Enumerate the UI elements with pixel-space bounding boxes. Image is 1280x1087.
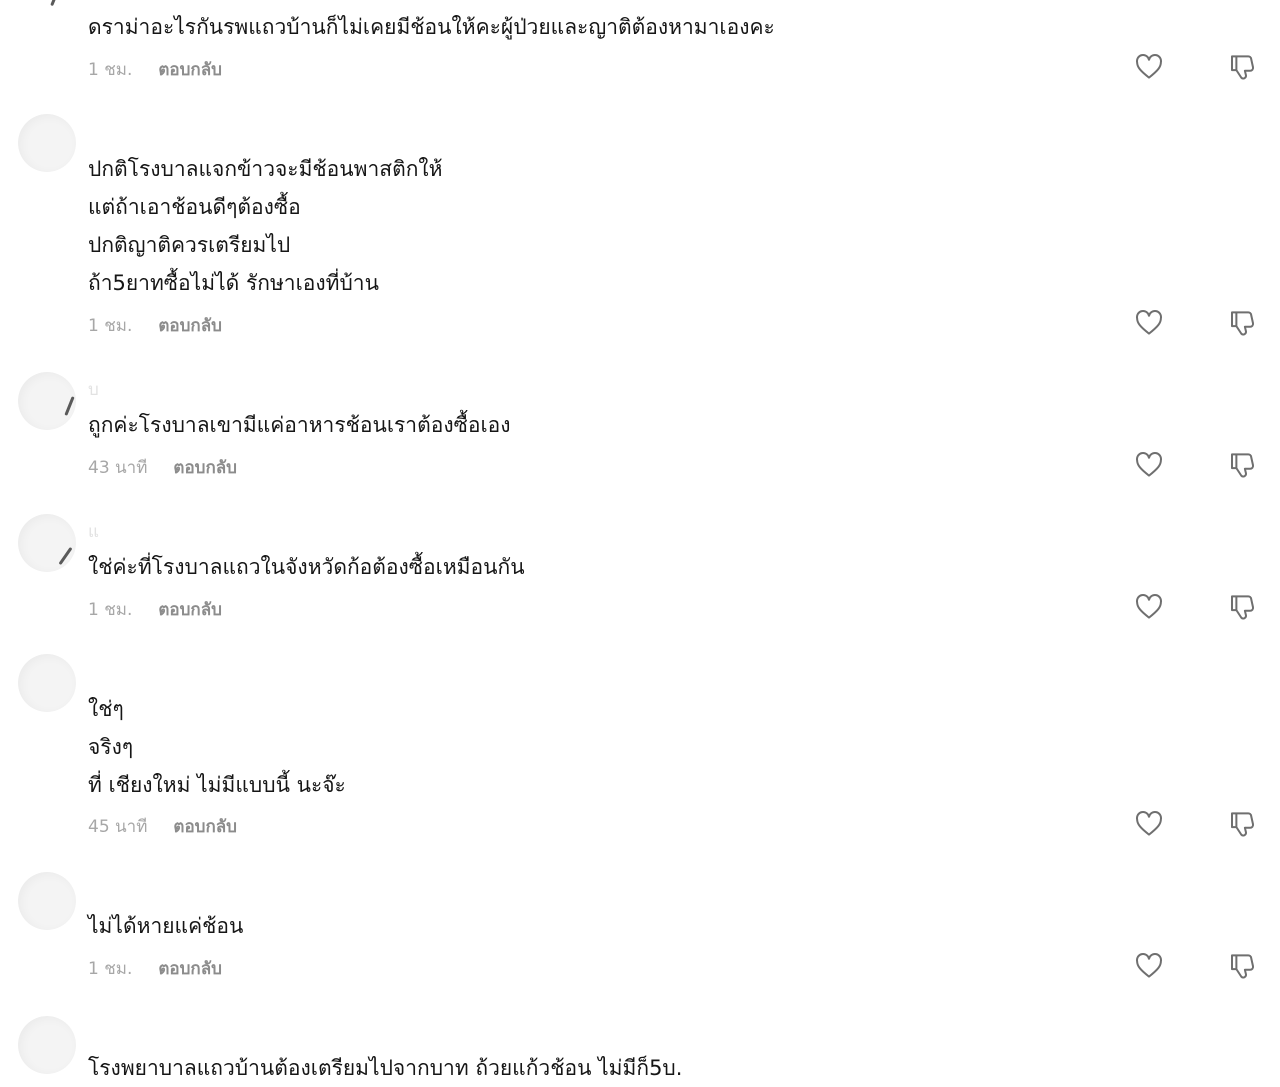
comment-meta: [88, 813, 237, 840]
heart-icon[interactable]: [1134, 450, 1164, 480]
comment-line: ถูกค่ะโรงบาลเขามีแค่อาหารช้อนเราต้องซื้อเอง: [88, 413, 511, 437]
avatar[interactable]: [18, 654, 76, 712]
thumbs-down-icon[interactable]: [1227, 450, 1257, 480]
heart-icon[interactable]: [1134, 52, 1164, 82]
avatar[interactable]: [18, 114, 76, 172]
comment-body: [88, 8, 775, 46]
comment-line: ไม่ได้หายแค่ช้อน: [88, 914, 244, 938]
comment-body: [88, 690, 346, 804]
heart-icon[interactable]: [1134, 308, 1164, 338]
reply-button[interactable]: ตอบกลับ: [158, 600, 222, 620]
comment-line: ที่ เชียงใหม่ ไม่มีแบบนี้ นะจ๊ะ: [88, 773, 346, 797]
comment-time: 1 ชม.: [88, 316, 133, 336]
avatar[interactable]: [18, 514, 76, 572]
thumbs-down-icon[interactable]: [1227, 52, 1257, 82]
comment-body: [88, 150, 443, 302]
comment-time: 1 ชม.: [88, 60, 133, 80]
comment-meta: [88, 454, 237, 481]
reply-button[interactable]: ตอบกลับ: [158, 316, 222, 336]
comment-username[interactable]: บ: [88, 380, 99, 400]
comment-line: ดราม่าอะไรกันรพแถวบ้านก็ไม่เคยมีช้อนให้คะผู้ป่วยและญาติต้องหามาเองคะ: [88, 15, 775, 39]
avatar[interactable]: [18, 372, 76, 430]
comment-time: 1 ชม.: [88, 600, 133, 620]
comment-meta: [88, 596, 222, 623]
comment-body: [88, 907, 243, 945]
comment-body: [88, 1049, 682, 1087]
comment-line: ปกติโรงบาลแจกข้าวจะมีช้อนพาสติกให้: [88, 157, 443, 181]
reply-button[interactable]: ตอบกลับ: [173, 458, 237, 478]
comment-meta: [88, 56, 222, 83]
comment-line: ปกติญาติควรเตรียมไป: [88, 233, 291, 257]
comment-time: 45 นาที: [88, 817, 148, 837]
comment-username[interactable]: แ: [88, 522, 99, 542]
heart-icon[interactable]: [1134, 809, 1164, 839]
heart-icon[interactable]: [1134, 592, 1164, 622]
thumbs-down-icon[interactable]: [1227, 809, 1257, 839]
comment-line: ใช่ค่ะที่โรงบาลแถวในจังหวัดก้อต้องซื้อเหมือนกัน: [88, 555, 525, 579]
reply-button[interactable]: ตอบกลับ: [173, 817, 237, 837]
comment-line: ถ้า5ยาทซื้อไม่ได้ รักษาเองที่บ้าน: [88, 271, 379, 295]
comment-meta: [88, 955, 222, 982]
thumbs-down-icon[interactable]: [1227, 592, 1257, 622]
avatar-fragment: [50, 0, 57, 6]
comment-body: [88, 548, 525, 586]
reply-button[interactable]: ตอบกลับ: [158, 60, 222, 80]
avatar[interactable]: [18, 1016, 76, 1074]
comment-line: จริงๆ: [88, 735, 134, 759]
thumbs-down-icon[interactable]: [1227, 951, 1257, 981]
comment-line: แต่ถ้าเอาช้อนดีๆต้องซื้อ: [88, 195, 301, 219]
comment-meta: [88, 312, 222, 339]
comment-time: 43 นาที: [88, 458, 148, 478]
comment-time: 1 ชม.: [88, 959, 133, 979]
thumbs-down-icon[interactable]: [1227, 308, 1257, 338]
comment-line: โรงพยาบาลแถวบ้านต้องเตรียมไปจากบาท ถ้วยแก้วช้อน ไม่มีก็5บ.: [88, 1056, 683, 1080]
comment-body: [88, 406, 511, 444]
comment-line: ใช่ๆ: [88, 697, 124, 721]
avatar[interactable]: [18, 872, 76, 930]
reply-button[interactable]: ตอบกลับ: [158, 959, 222, 979]
heart-icon[interactable]: [1134, 951, 1164, 981]
